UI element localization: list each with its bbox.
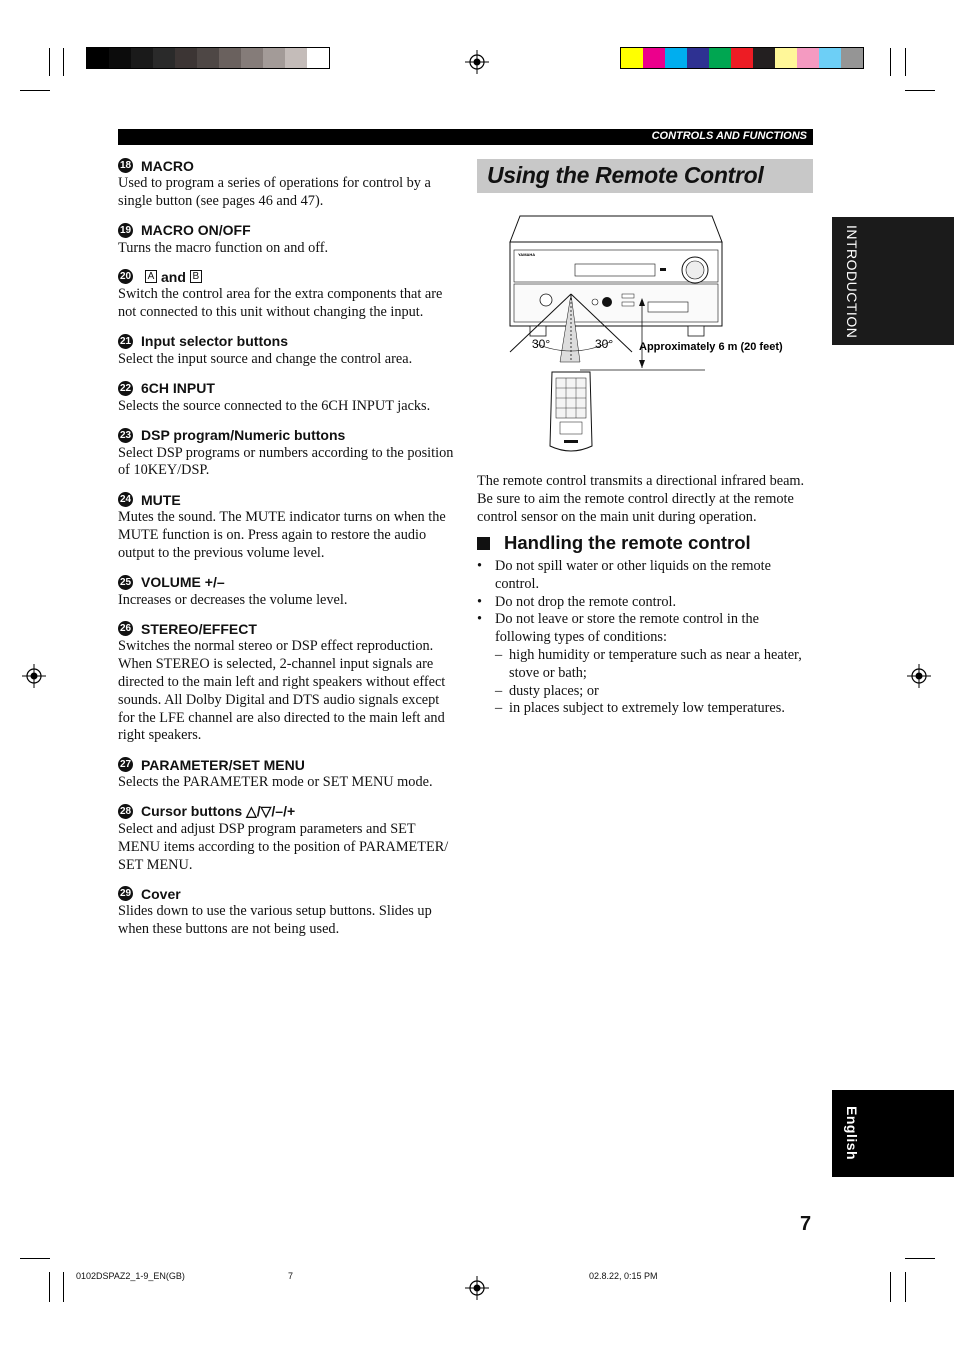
color-swatch — [775, 48, 797, 68]
color-swatch — [87, 48, 109, 68]
item-number: 24 — [119, 494, 132, 506]
dash-icon: – — [495, 682, 503, 699]
registration-mark-icon — [22, 664, 46, 688]
list-item — [118, 619, 458, 745]
list-item — [118, 267, 458, 322]
color-swatch — [643, 48, 665, 68]
list-item — [118, 332, 458, 369]
item-title: 6CH INPUT — [141, 380, 215, 397]
item-title: Cover — [141, 885, 181, 902]
item-description: Selects the PARAMETER mode or SET MENU mode. — [118, 774, 433, 791]
side-tab-english — [832, 1090, 954, 1177]
remote-intro-text: The remote control transmits a directional infrared beam. Be sure to aim the remote control directly at the remote control sensor on the main unit during operation. — [477, 473, 805, 525]
dash-text: in places subject to extremely low temperatures. — [509, 700, 785, 717]
distance-label: Approximately 6 m (20 feet) — [639, 341, 783, 353]
item-number: 27 — [119, 759, 132, 771]
item-title: MACRO — [141, 157, 194, 174]
color-bar — [620, 47, 864, 69]
item-number: 19 — [119, 224, 132, 236]
dash-icon: – — [495, 700, 503, 717]
page-title-box — [477, 159, 813, 193]
color-swatch — [819, 48, 841, 68]
item-number: 22 — [119, 382, 132, 394]
bullet-text: Do not spill water or other liquids on the remote control. — [495, 558, 771, 592]
remote-control-illustration — [550, 372, 592, 451]
remote-range-diagram — [500, 210, 810, 460]
crop-mark — [49, 1272, 50, 1302]
color-swatch — [841, 48, 863, 68]
list-item — [118, 426, 458, 481]
color-swatch — [285, 48, 307, 68]
color-swatch — [307, 48, 329, 68]
footer-code: 0102DSPAZ2_1-9_EN(GB) — [76, 1271, 185, 1281]
page-title: Using the Remote Control — [487, 162, 764, 188]
crop-mark — [63, 1272, 64, 1302]
color-swatch — [687, 48, 709, 68]
list-item — [477, 594, 813, 612]
crop-mark — [63, 48, 64, 76]
list-item — [118, 755, 458, 792]
list-item — [118, 802, 458, 874]
item-description: Used to program a series of operations for control by a single button (see pages 46 and 47). — [118, 175, 431, 209]
list-item — [118, 221, 458, 258]
page-number: 7 — [800, 1213, 812, 1235]
item-number: 25 — [119, 576, 132, 588]
crop-mark — [890, 48, 891, 76]
crop-mark — [49, 48, 50, 76]
registration-mark-icon — [465, 1276, 489, 1300]
dash-icon: – — [495, 646, 503, 663]
side-tab-label: INTRODUCTION — [844, 225, 860, 339]
section-header-label: CONTROLS AND FUNCTIONS — [651, 130, 807, 142]
footer-page: 7 — [288, 1271, 294, 1281]
color-swatch — [797, 48, 819, 68]
item-description: Selects the source connected to the 6CH INPUT jacks. — [118, 397, 431, 414]
list-item — [118, 156, 458, 211]
list-item — [118, 490, 458, 562]
color-swatch — [241, 48, 263, 68]
section-header-bar — [118, 129, 813, 145]
item-title: VOLUME +/– — [141, 574, 225, 591]
item-number: 28 — [119, 805, 132, 817]
list-item — [118, 884, 458, 939]
item-title: Input selector buttons — [141, 333, 288, 350]
crop-mark — [905, 48, 906, 76]
item-number: 26 — [119, 623, 132, 635]
item-description: Switches the normal stereo or DSP effect reproduction. When STEREO is selected, 2-channel input signals are directed to the main left and right speakers without effect sounds. All Dolby Digital and DTS audio signals except for the LFE channel are also directed to the main left and right speakers. — [118, 638, 446, 744]
item-title-and: and — [161, 268, 186, 285]
item-number: 18 — [119, 160, 132, 171]
item-title: MUTE — [141, 491, 181, 508]
receiver-illustration — [510, 216, 722, 336]
item-description: Mutes the sound. The MUTE indicator turns on when the MUTE function is on. Press again to restore the audio output to the previous volume level. — [118, 509, 446, 561]
subheading — [477, 532, 751, 554]
controls-list — [118, 156, 458, 949]
color-swatch — [219, 48, 241, 68]
square-bullet-icon — [477, 537, 490, 550]
item-description: Increases or decreases the volume level. — [118, 591, 348, 608]
crop-mark — [905, 1258, 935, 1259]
dash-text: high humidity or temperature such as near a heater, stove or bath; — [509, 646, 802, 681]
subheading-text: Handling the remote control — [504, 532, 751, 553]
key-b-box: B — [190, 270, 202, 283]
list-item — [495, 683, 813, 701]
crop-mark — [905, 1272, 906, 1302]
handling-list — [477, 558, 813, 718]
side-tab-introduction — [832, 217, 954, 345]
item-number: 21 — [119, 335, 132, 347]
color-swatch — [731, 48, 753, 68]
dash-text: dusty places; or — [509, 682, 599, 699]
item-title: MACRO ON/OFF — [141, 222, 251, 239]
color-swatch — [621, 48, 643, 68]
item-description: Switch the control area for the extra components that are not connected to this unit without changing the input. — [118, 286, 443, 321]
item-number: 20 — [119, 271, 132, 283]
color-swatch — [109, 48, 131, 68]
item-title: Cursor buttons △/▽/–/+ — [141, 802, 296, 819]
color-swatch — [709, 48, 731, 68]
registration-mark-icon — [465, 50, 489, 74]
color-swatch — [753, 48, 775, 68]
list-item — [477, 558, 813, 594]
angle-right-label: 30° — [595, 337, 614, 351]
bullet-text: Do not drop the remote control. — [495, 593, 677, 610]
brand-label: YAMAHA — [518, 252, 536, 257]
list-item — [118, 379, 458, 416]
color-swatch — [665, 48, 687, 68]
color-swatch — [175, 48, 197, 68]
footer-date: 02.8.22, 0:15 PM — [589, 1271, 658, 1281]
crop-mark — [20, 1258, 50, 1259]
color-swatch — [197, 48, 219, 68]
crop-mark — [20, 90, 50, 91]
list-item — [495, 647, 813, 683]
item-title: PARAMETER/SET MENU — [141, 756, 305, 773]
item-number: 29 — [119, 888, 132, 900]
item-description: Select the input source and change the control area. — [118, 350, 413, 367]
bullet-icon: • — [477, 611, 483, 628]
angle-left-label: 30° — [532, 337, 551, 351]
bullet-text: Do not leave or store the remote control in the following types of conditions: — [495, 611, 760, 646]
bullet-icon: • — [477, 558, 483, 574]
bullet-icon: • — [477, 593, 483, 610]
list-item — [118, 573, 458, 610]
color-swatch — [263, 48, 285, 68]
item-title: STEREO/EFFECT — [141, 620, 257, 637]
grayscale-bar — [86, 47, 330, 69]
color-swatch — [131, 48, 153, 68]
side-tab-label: English — [844, 1106, 860, 1161]
crop-mark — [890, 1272, 891, 1302]
key-a-box: A — [145, 270, 157, 283]
item-description: Turns the macro function on and off. — [118, 239, 329, 256]
crop-mark — [905, 90, 935, 91]
registration-mark-icon — [907, 664, 931, 688]
list-item — [495, 700, 813, 718]
item-number: 23 — [119, 429, 132, 441]
item-title: DSP program/Numeric buttons — [141, 427, 346, 444]
item-description: Select and adjust DSP program parameters and SET MENU items according to the position of PARAMETER/ SET MENU. — [118, 820, 449, 873]
color-swatch — [153, 48, 175, 68]
list-item — [477, 611, 813, 647]
item-description: Slides down to use the various setup buttons. Slides up when these buttons are not being used. — [118, 903, 432, 938]
item-description: Select DSP programs or numbers according to the position of 10KEY/DSP. — [118, 444, 454, 479]
